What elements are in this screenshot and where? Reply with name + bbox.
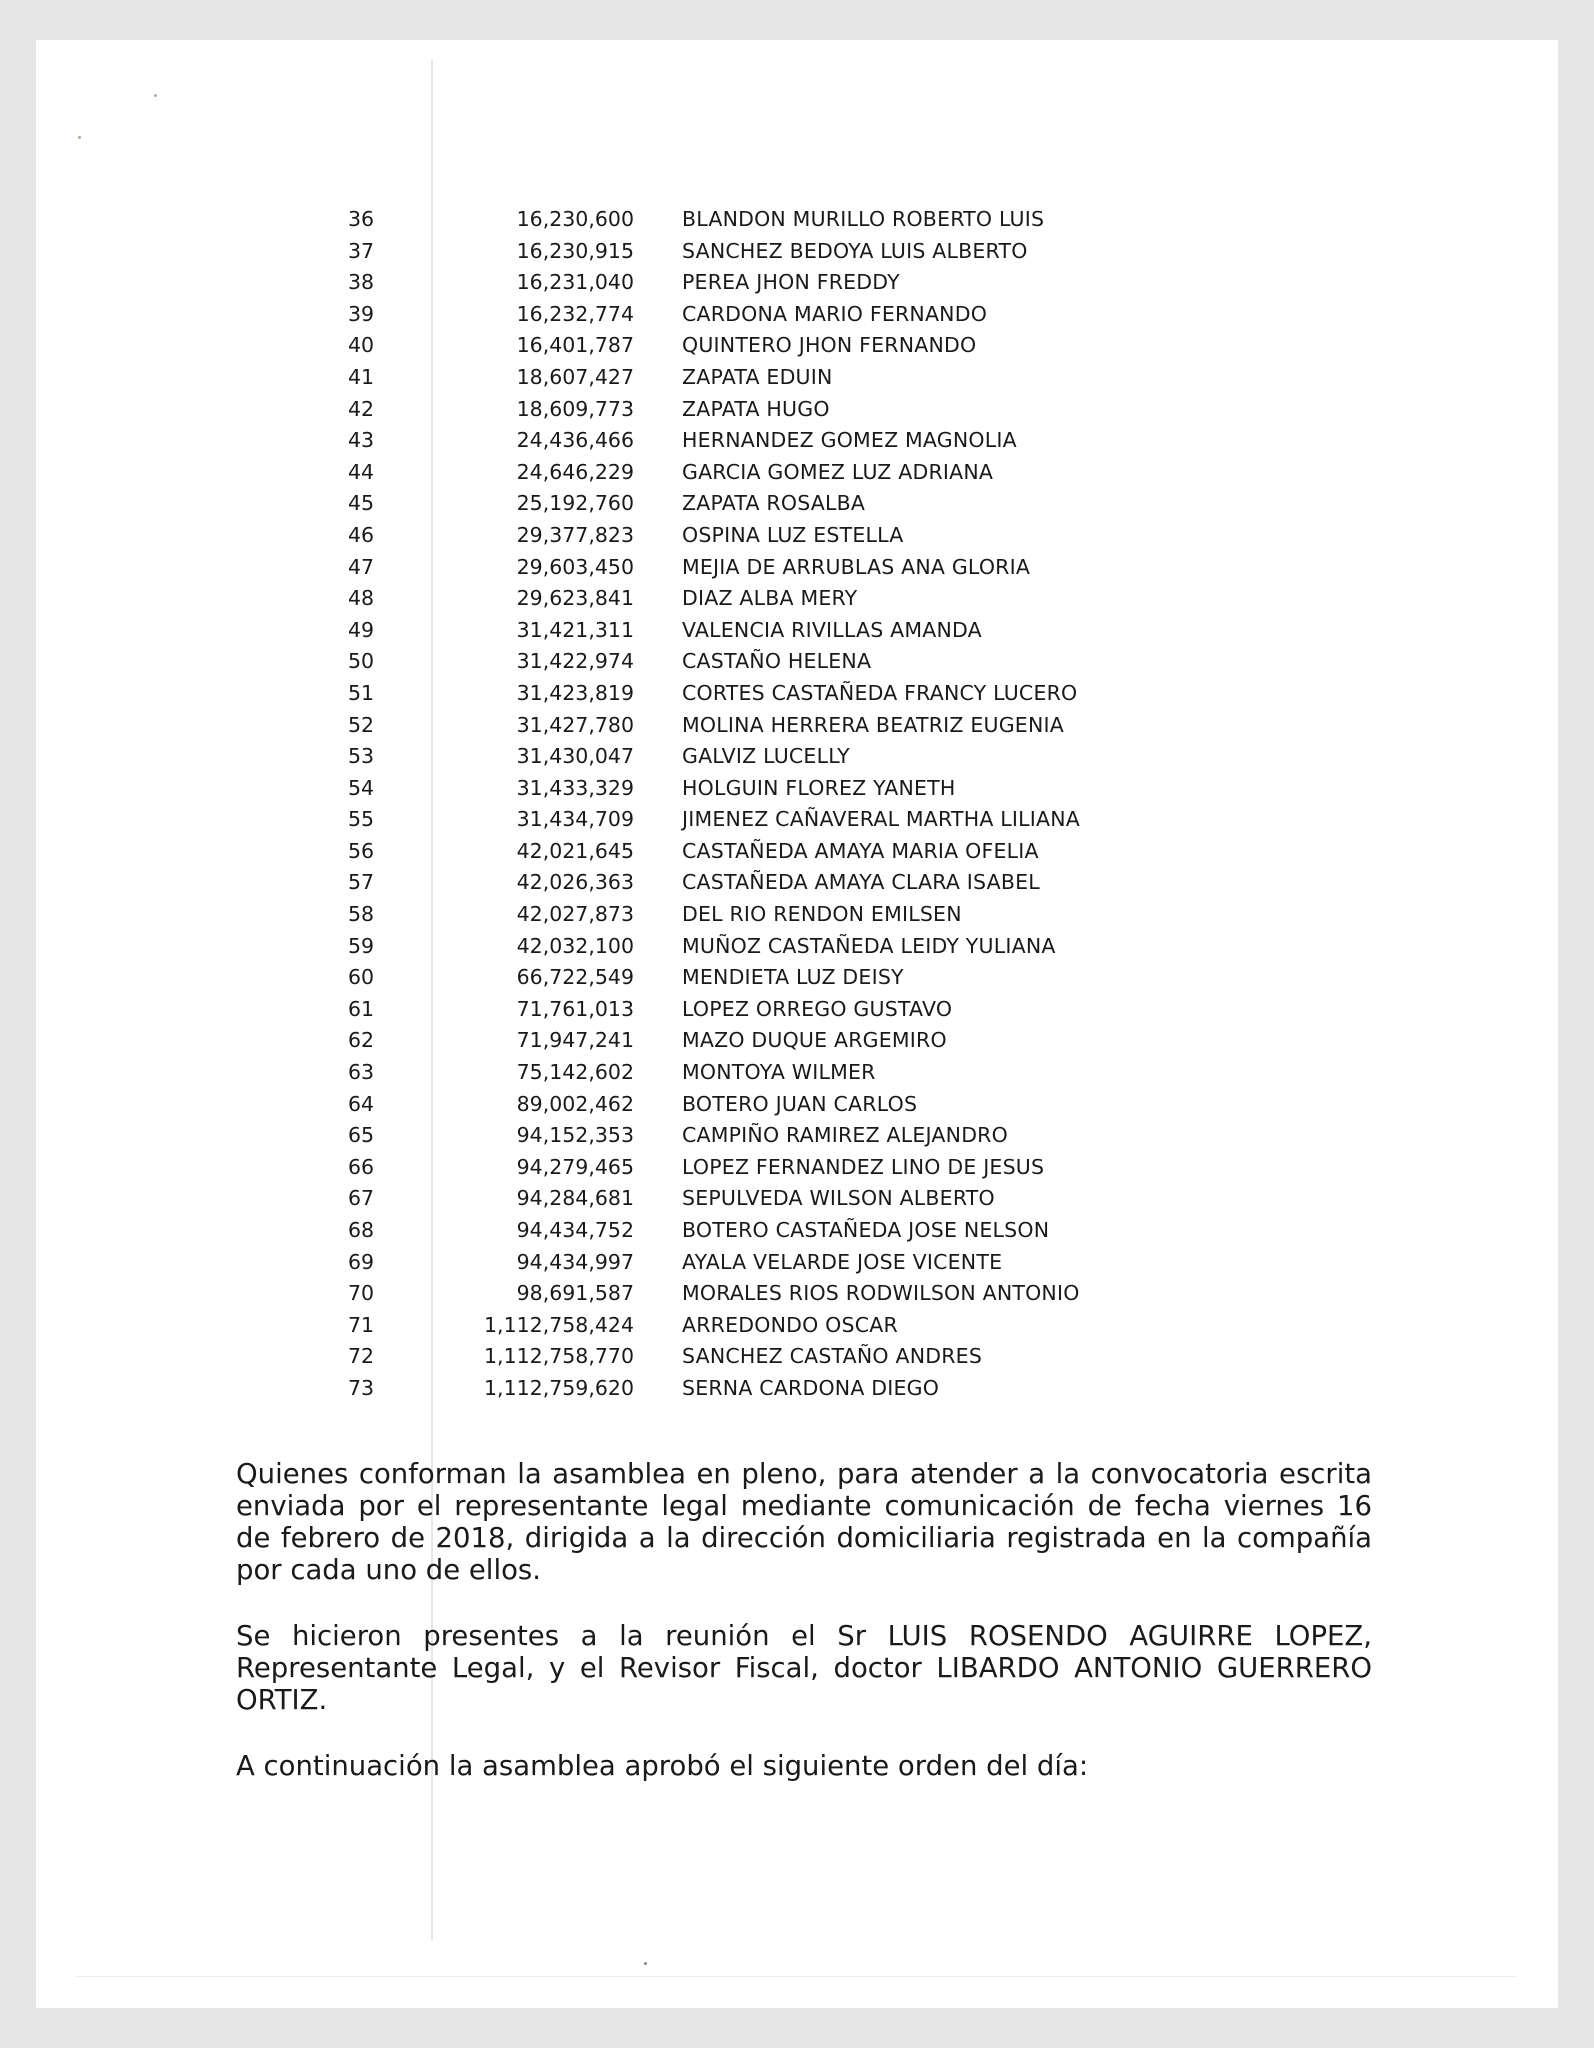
table-row [348, 1278, 1148, 1310]
table-row [348, 204, 1148, 236]
shareholder-name: CASTAÑEDA AMAYA CLARA ISABEL [682, 870, 1040, 895]
id-number: 94,152,353 [516, 1123, 634, 1148]
id-number: 94,279,465 [516, 1154, 634, 1179]
row-number: 48 [348, 586, 375, 611]
table-row [348, 583, 1148, 615]
shareholder-name: SANCHEZ BEDOYA LUIS ALBERTO [682, 238, 1028, 263]
id-number: 31,430,047 [516, 744, 634, 769]
id-number: 94,434,997 [516, 1249, 634, 1274]
row-number: 39 [348, 301, 375, 326]
id-number: 98,691,587 [516, 1281, 634, 1306]
shareholder-name: AYALA VELARDE JOSE VICENTE [682, 1249, 1003, 1274]
shareholder-name: CAMPIÑO RAMIREZ ALEJANDRO [682, 1123, 1008, 1148]
table-row [348, 1310, 1148, 1342]
id-number: 31,433,329 [516, 775, 634, 800]
shareholder-table [348, 204, 1148, 1405]
id-number: 71,761,013 [516, 996, 634, 1021]
shareholder-name: MORALES RIOS RODWILSON ANTONIO [682, 1281, 1080, 1306]
shareholder-name: MUÑOZ CASTAÑEDA LEIDY YULIANA [682, 933, 1056, 958]
shareholder-name: SERNA CARDONA DIEGO [682, 1375, 940, 1400]
row-number: 41 [348, 364, 375, 389]
table-row [348, 773, 1148, 805]
table-row [348, 646, 1148, 678]
bottom-rule [76, 1976, 1516, 1977]
scan-speck [154, 94, 157, 97]
row-number: 57 [348, 870, 375, 895]
shareholder-name: ZAPATA HUGO [682, 396, 830, 421]
row-number: 43 [348, 428, 375, 453]
table-row [348, 425, 1148, 457]
shareholder-name: DEL RIO RENDON EMILSEN [682, 902, 962, 927]
row-number: 65 [348, 1123, 375, 1148]
shareholder-name: MONTOYA WILMER [682, 1060, 876, 1085]
table-row [348, 710, 1148, 742]
shareholder-name: LOPEZ ORREGO GUSTAVO [682, 996, 953, 1021]
table-row [348, 267, 1148, 299]
row-number: 52 [348, 712, 375, 737]
document-page [36, 40, 1558, 2008]
row-number: 44 [348, 459, 375, 484]
row-number: 69 [348, 1249, 375, 1274]
table-row [348, 1089, 1148, 1121]
id-number: 31,421,311 [516, 617, 634, 642]
row-number: 72 [348, 1344, 375, 1369]
shareholder-name: GARCIA GOMEZ LUZ ADRIANA [682, 459, 994, 484]
id-number: 29,603,450 [516, 554, 634, 579]
row-number: 54 [348, 775, 375, 800]
shareholder-name: ZAPATA EDUIN [682, 364, 833, 389]
shareholder-name: PEREA JHON FREDDY [682, 270, 900, 295]
table-row [348, 1057, 1148, 1089]
shareholder-name: ZAPATA ROSALBA [682, 491, 866, 516]
row-number: 70 [348, 1281, 375, 1306]
row-number: 45 [348, 491, 375, 516]
id-number: 75,142,602 [516, 1060, 634, 1085]
shareholder-name: MOLINA HERRERA BEATRIZ EUGENIA [682, 712, 1064, 737]
shareholder-name: CARDONA MARIO FERNANDO [682, 301, 988, 326]
shareholder-name: ARREDONDO OSCAR [682, 1312, 898, 1337]
id-number: 42,021,645 [516, 838, 634, 863]
id-number: 1,112,758,770 [484, 1344, 634, 1369]
scan-speck [78, 136, 81, 139]
row-number: 59 [348, 933, 375, 958]
table-row [348, 1247, 1148, 1279]
shareholder-name: MAZO DUQUE ARGEMIRO [682, 1028, 947, 1053]
id-number: 29,377,823 [516, 522, 634, 547]
shareholder-name: OSPINA LUZ ESTELLA [682, 522, 904, 547]
table-row [348, 1215, 1148, 1247]
table-row [348, 1120, 1148, 1152]
row-number: 63 [348, 1060, 375, 1085]
shareholder-name: MEJIA DE ARRUBLAS ANA GLORIA [682, 554, 1031, 579]
table-row [348, 457, 1148, 489]
table-row [348, 931, 1148, 963]
row-number: 62 [348, 1028, 375, 1053]
row-number: 49 [348, 617, 375, 642]
id-number: 16,401,787 [516, 333, 634, 358]
shareholder-name: HOLGUIN FLOREZ YANETH [682, 775, 956, 800]
row-number: 58 [348, 902, 375, 927]
paragraph-convocatoria: Quienes conforman la asamblea en pleno, para atender a la convocatoria escrita enviada por el representante legal mediante comunicación de fecha viernes 16 de febrero de 2018, dirigida a la dirección domiciliaria registrada en la compañía por cada uno de ellos. [236, 1458, 1372, 1586]
id-number: 24,436,466 [516, 428, 634, 453]
row-number: 50 [348, 649, 375, 674]
id-number: 16,232,774 [516, 301, 634, 326]
shareholder-name: SEPULVEDA WILSON ALBERTO [682, 1186, 995, 1211]
shareholder-name: CASTAÑO HELENA [682, 649, 872, 674]
shareholder-name: GALVIZ LUCELLY [682, 744, 850, 769]
id-number: 42,027,873 [516, 902, 634, 927]
scan-speck [644, 1962, 647, 1965]
shareholder-name: JIMENEZ CAÑAVERAL MARTHA LILIANA [682, 807, 1080, 832]
row-number: 46 [348, 522, 375, 547]
row-number: 61 [348, 996, 375, 1021]
id-number: 31,434,709 [516, 807, 634, 832]
shareholder-name: HERNANDEZ GOMEZ MAGNOLIA [682, 428, 1017, 453]
id-number: 89,002,462 [516, 1091, 634, 1116]
table-row [348, 962, 1148, 994]
table-row [348, 994, 1148, 1026]
id-number: 42,026,363 [516, 870, 634, 895]
table-row [348, 836, 1148, 868]
row-number: 66 [348, 1154, 375, 1179]
paragraph-attendees: Se hicieron presentes a la reunión el Sr LUIS ROSENDO AGUIRRE LOPEZ, Representante Legal, y el Revisor Fiscal, doctor LIBARDO ANTONIO GUERRERO ORTIZ. [236, 1620, 1372, 1716]
shareholder-name: BLANDON MURILLO ROBERTO LUIS [682, 207, 1045, 231]
id-number: 71,947,241 [516, 1028, 634, 1053]
shareholder-name: LOPEZ FERNANDEZ LINO DE JESUS [682, 1154, 1045, 1179]
id-number: 94,434,752 [516, 1218, 634, 1242]
table-row [348, 1152, 1148, 1184]
id-number: 25,192,760 [516, 491, 634, 516]
table-row [348, 394, 1148, 426]
table-row [348, 1025, 1148, 1057]
body-text [236, 1458, 1372, 1816]
table-row [348, 330, 1148, 362]
table-row [348, 236, 1148, 268]
shareholder-name: BOTERO CASTAÑEDA JOSE NELSON [682, 1218, 1050, 1242]
shareholder-name: QUINTERO JHON FERNANDO [682, 333, 977, 358]
table-row [348, 867, 1148, 899]
id-number: 42,032,100 [516, 933, 634, 958]
table-row [348, 520, 1148, 552]
table-row [348, 741, 1148, 773]
id-number: 16,230,915 [516, 238, 634, 263]
paragraph-agenda-intro: A continuación la asamblea aprobó el siguiente orden del día: [236, 1750, 1089, 1782]
shareholder-name: CORTES CASTAÑEDA FRANCY LUCERO [682, 680, 1078, 705]
row-number: 36 [348, 207, 375, 231]
table-row [348, 804, 1148, 836]
table-row [348, 678, 1148, 710]
row-number: 64 [348, 1091, 375, 1116]
id-number: 16,231,040 [516, 270, 634, 295]
id-number: 31,427,780 [516, 712, 634, 737]
row-number: 60 [348, 965, 375, 990]
table-row [348, 488, 1148, 520]
id-number: 66,722,549 [516, 965, 634, 990]
table-row [348, 1373, 1148, 1405]
table-row [348, 1341, 1148, 1373]
id-number: 31,423,819 [516, 680, 634, 705]
row-number: 67 [348, 1186, 375, 1211]
id-number: 18,607,427 [516, 364, 634, 389]
table-row [348, 615, 1148, 647]
table-row [348, 552, 1148, 584]
row-number: 68 [348, 1218, 375, 1242]
row-number: 73 [348, 1375, 375, 1400]
id-number: 1,112,758,424 [484, 1312, 634, 1337]
row-number: 37 [348, 238, 375, 263]
id-number: 94,284,681 [516, 1186, 634, 1211]
table-row [348, 899, 1148, 931]
table-row [348, 362, 1148, 394]
shareholder-name: CASTAÑEDA AMAYA MARIA OFELIA [682, 838, 1039, 863]
row-number: 47 [348, 554, 375, 579]
row-number: 38 [348, 270, 375, 295]
row-number: 42 [348, 396, 375, 421]
shareholder-name: VALENCIA RIVILLAS AMANDA [682, 617, 982, 642]
shareholder-name: MENDIETA LUZ DEISY [682, 965, 904, 990]
table-row [348, 299, 1148, 331]
table-row [348, 1183, 1148, 1215]
row-number: 71 [348, 1312, 375, 1337]
shareholder-name: SANCHEZ CASTAÑO ANDRES [682, 1344, 983, 1369]
id-number: 1,112,759,620 [484, 1375, 634, 1400]
row-number: 53 [348, 744, 375, 769]
shareholder-name: BOTERO JUAN CARLOS [682, 1091, 918, 1116]
row-number: 55 [348, 807, 375, 832]
row-number: 51 [348, 680, 375, 705]
shareholder-name: DIAZ ALBA MERY [682, 586, 858, 611]
id-number: 16,230,600 [516, 207, 634, 231]
id-number: 29,623,841 [516, 586, 634, 611]
id-number: 24,646,229 [516, 459, 634, 484]
id-number: 31,422,974 [516, 649, 634, 674]
id-number: 18,609,773 [516, 396, 634, 421]
row-number: 56 [348, 838, 375, 863]
row-number: 40 [348, 333, 375, 358]
